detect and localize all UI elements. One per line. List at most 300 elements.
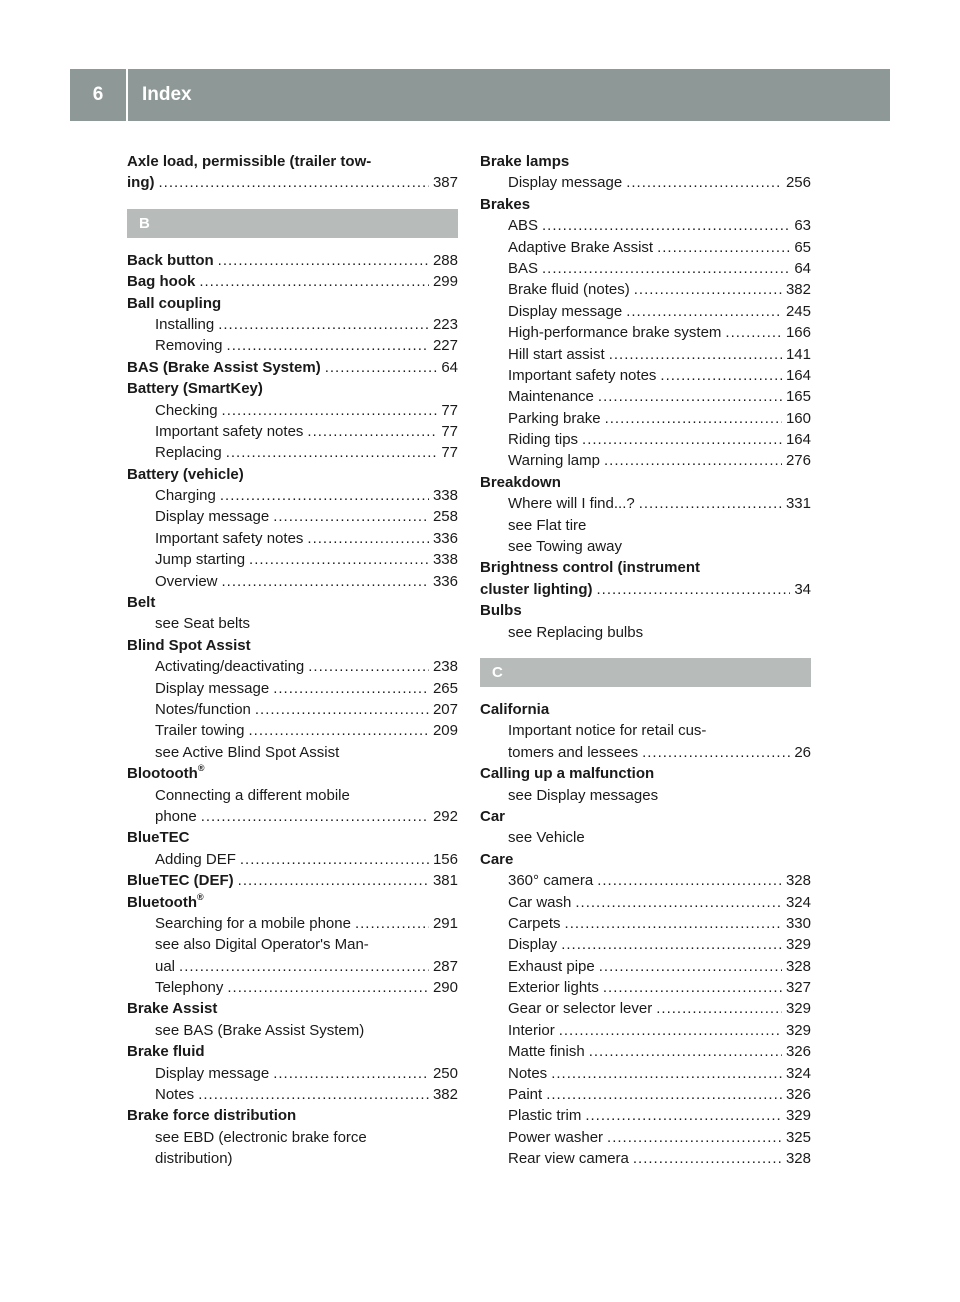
- index-subentry: [480, 1148, 811, 1169]
- dot-leader: [561, 934, 782, 955]
- index-subentry: [127, 1020, 458, 1041]
- dot-leader: [273, 1063, 429, 1084]
- entry-text: Blind Spot Assist: [127, 636, 251, 654]
- page-reference: 328: [785, 1150, 811, 1168]
- entry-text: Replacing: [155, 444, 222, 462]
- index-subentry: [480, 742, 811, 763]
- entry-text: Display message: [155, 679, 270, 697]
- entry-text: Display message: [155, 508, 270, 526]
- page-reference: 324: [785, 893, 811, 911]
- index-subentry: [480, 1105, 811, 1126]
- index-subentry: [127, 1084, 458, 1105]
- index-subentry: [127, 742, 458, 763]
- entry-text: see Seat belts: [155, 615, 251, 633]
- page-reference: 250: [432, 1064, 458, 1082]
- index-subentry: [480, 515, 811, 536]
- entry-text: Brake fluid (notes): [508, 281, 630, 299]
- header-divider: [126, 69, 128, 121]
- entry-text: Overview: [155, 572, 218, 590]
- index-subentry: [480, 1041, 811, 1062]
- entry-text: Parking brake: [508, 409, 601, 427]
- index-entry: [480, 472, 811, 493]
- entry-text: Bulbs: [480, 602, 522, 620]
- page-reference: 258: [432, 508, 458, 526]
- entry-text: ual: [155, 957, 176, 975]
- index-subentry: [127, 977, 458, 998]
- index-entry: [127, 635, 458, 656]
- entry-text: Back button: [127, 251, 214, 269]
- page-reference: 326: [785, 1086, 811, 1104]
- dot-leader: [546, 1084, 782, 1105]
- entry-text: Power washer: [508, 1128, 604, 1146]
- index-column-left: [127, 151, 458, 1170]
- index-subentry: [480, 956, 811, 977]
- dot-leader: [198, 1084, 429, 1105]
- entry-text: Important notice for retail cus-: [508, 722, 707, 740]
- page-reference: 331: [785, 495, 811, 513]
- index-entry: [127, 870, 458, 891]
- page-reference: 327: [785, 979, 811, 997]
- index-entry: [127, 271, 458, 292]
- entry-text: 360° camera: [508, 872, 594, 890]
- index-entry: [480, 194, 811, 215]
- entry-text: Exterior lights: [508, 979, 599, 997]
- page-reference: 382: [785, 281, 811, 299]
- index-subentry: [127, 442, 458, 463]
- entry-text: Charging: [155, 487, 216, 505]
- index-subentry: [127, 314, 458, 335]
- entry-text: Checking: [155, 401, 218, 419]
- entry-text: see also Digital Operator's Man-: [155, 936, 369, 954]
- index-subentry: [480, 1084, 811, 1105]
- dot-leader: [222, 571, 429, 592]
- index-entry: [480, 699, 811, 720]
- index-subentry: [480, 172, 811, 193]
- index-subentry: [127, 849, 458, 870]
- dot-leader: [559, 1020, 782, 1041]
- entry-text: see Flat tire: [508, 516, 587, 534]
- entry-text: Adaptive Brake Assist: [508, 238, 654, 256]
- entry-text: Important safety notes: [508, 366, 657, 384]
- page-reference: 329: [785, 1021, 811, 1039]
- dot-leader: [218, 314, 429, 335]
- dot-leader: [226, 442, 438, 463]
- entry-text: tomers and lessees: [508, 743, 639, 761]
- page-reference: 336: [432, 572, 458, 590]
- index-subentry: [127, 720, 458, 741]
- index-subentry: [127, 613, 458, 634]
- index-subentry: [480, 301, 811, 322]
- dot-leader: [542, 215, 790, 236]
- index-entry: [127, 998, 458, 1019]
- page-reference: 164: [785, 366, 811, 384]
- index-subentry: [480, 913, 811, 934]
- page-number: 6: [92, 84, 104, 105]
- dot-leader: [657, 237, 790, 258]
- index-subentry: [480, 279, 811, 300]
- page-reference: 336: [432, 529, 458, 547]
- dot-leader: [603, 977, 782, 998]
- entry-text: Gear or selector lever: [508, 1000, 653, 1018]
- page-reference: 328: [785, 957, 811, 975]
- page-reference: 77: [441, 401, 458, 419]
- entry-text: Interior: [508, 1021, 555, 1039]
- entry-text: Brake lamps: [480, 153, 570, 170]
- index-entry: [127, 827, 458, 848]
- index-subentry: [127, 656, 458, 677]
- index-subentry: [127, 1127, 458, 1148]
- dot-leader: [325, 357, 438, 378]
- page-reference: 329: [785, 936, 811, 954]
- entry-text: Brightness control (instrument: [480, 559, 701, 577]
- dot-leader: [222, 400, 438, 421]
- dot-leader: [199, 271, 429, 292]
- entry-text: BAS (Brake Assist System): [127, 358, 321, 376]
- index-subentry: [127, 506, 458, 527]
- page-reference: 382: [432, 1086, 458, 1104]
- index-column-right: [480, 151, 811, 1170]
- page-reference: 329: [785, 1000, 811, 1018]
- index-subentry: [127, 806, 458, 827]
- entry-text: distribution): [155, 1150, 233, 1168]
- entry-text: Searching for a mobile phone: [155, 914, 351, 932]
- entry-text: Trailer towing: [155, 722, 245, 740]
- entry-text: BlueTEC (DEF): [127, 872, 234, 890]
- page-reference: 265: [432, 679, 458, 697]
- page-reference: 330: [785, 914, 811, 932]
- index-entry: [127, 763, 458, 784]
- dot-leader: [179, 956, 429, 977]
- entry-text: Brakes: [480, 195, 531, 213]
- entry-text: Car: [480, 807, 506, 825]
- entry-text: Notes/function: [155, 700, 251, 718]
- section-header-b: B: [127, 209, 458, 238]
- dot-leader: [582, 429, 782, 450]
- dot-leader: [565, 913, 782, 934]
- dot-leader: [607, 1127, 782, 1148]
- index-entry: [480, 151, 811, 172]
- dot-leader: [307, 528, 429, 549]
- page-reference: 292: [432, 807, 458, 825]
- entry-text: Important safety notes: [155, 529, 304, 547]
- index-entry: [480, 763, 811, 784]
- dot-leader: [227, 977, 429, 998]
- index-subentry: [127, 335, 458, 356]
- index-subentry: [480, 1063, 811, 1084]
- entry-text: Notes: [508, 1064, 548, 1082]
- entry-text: Bluetooth®: [127, 891, 204, 911]
- section-header-c: C: [480, 658, 811, 687]
- entry-text: Car wash: [508, 893, 572, 911]
- entry-text: see Active Blind Spot Assist: [155, 743, 340, 761]
- index-entry: [127, 172, 458, 193]
- dot-leader: [248, 720, 428, 741]
- page-reference: 164: [785, 431, 811, 449]
- dot-leader: [159, 172, 429, 193]
- dot-leader: [218, 250, 429, 271]
- entry-text: see Display messages: [508, 786, 659, 804]
- entry-text: Exhaust pipe: [508, 957, 595, 975]
- page-reference: 141: [785, 345, 811, 363]
- page-reference: 65: [794, 238, 811, 256]
- entry-text: Brake fluid: [127, 1043, 205, 1061]
- page-title: Index: [142, 84, 192, 105]
- index-entry: [127, 378, 458, 399]
- dot-leader: [273, 678, 429, 699]
- page-reference: 245: [785, 302, 811, 320]
- dot-leader: [609, 344, 782, 365]
- page-reference: 223: [432, 315, 458, 333]
- page-reference: 387: [432, 174, 458, 192]
- entry-text: California: [480, 700, 550, 718]
- index-subentry: [480, 237, 811, 258]
- page-reference: 26: [794, 743, 811, 761]
- dot-leader: [642, 742, 790, 763]
- index-subentry: [127, 699, 458, 720]
- page-reference: 328: [785, 872, 811, 890]
- entry-text: Connecting a different mobile: [155, 786, 350, 804]
- entry-text: Battery (SmartKey): [127, 380, 263, 398]
- index-subentry: [480, 785, 811, 806]
- index-subentry: [127, 421, 458, 442]
- index-entry: [127, 293, 458, 314]
- dot-leader: [255, 699, 429, 720]
- entry-text: see BAS (Brake Assist System): [155, 1021, 365, 1039]
- index-subentry: [480, 450, 811, 471]
- index-entry: [480, 557, 811, 578]
- dot-leader: [725, 322, 782, 343]
- index-subentry: [480, 1020, 811, 1041]
- dot-leader: [355, 913, 429, 934]
- index-subentry: [480, 934, 811, 955]
- index-entry: [127, 357, 458, 378]
- index-subentry: [127, 913, 458, 934]
- index-subentry: [127, 549, 458, 570]
- entry-text: Calling up a malfunction: [480, 765, 655, 783]
- dot-leader: [633, 1148, 782, 1169]
- dot-leader: [599, 956, 782, 977]
- index-entry: [127, 1041, 458, 1062]
- registered-mark: ®: [196, 891, 204, 902]
- index-subentry: [127, 571, 458, 592]
- entry-text: Battery (vehicle): [127, 465, 244, 483]
- index-subentry: [480, 1127, 811, 1148]
- dot-leader: [542, 258, 790, 279]
- page-reference: 291: [432, 914, 458, 932]
- entry-text: Warning lamp: [508, 452, 600, 470]
- page-reference: 256: [785, 174, 811, 192]
- dot-leader: [626, 172, 782, 193]
- entry-text: Installing: [155, 315, 215, 333]
- index-entry: [480, 806, 811, 827]
- entry-text: ABS: [508, 217, 539, 235]
- index-subentry: [480, 344, 811, 365]
- entry-text: Carpets: [508, 914, 561, 932]
- page-header: [70, 69, 890, 121]
- dot-leader: [605, 408, 782, 429]
- index-subentry: [480, 720, 811, 741]
- index-subentry: [127, 1148, 458, 1169]
- entry-text: ing): [127, 174, 155, 192]
- index-subentry: [480, 408, 811, 429]
- page-reference: 64: [441, 358, 458, 376]
- page-reference: 238: [432, 658, 458, 676]
- index-subentry: [480, 365, 811, 386]
- index-entry: [127, 250, 458, 271]
- dot-leader: [604, 450, 782, 471]
- entry-text: cluster lighting): [480, 580, 593, 598]
- dot-leader: [273, 506, 429, 527]
- dot-leader: [575, 892, 782, 913]
- entry-text: phone: [155, 807, 197, 825]
- dot-leader: [249, 549, 429, 570]
- dot-leader: [626, 301, 782, 322]
- index-subentry: [127, 1063, 458, 1084]
- page-reference: 329: [785, 1107, 811, 1125]
- entry-text: Removing: [155, 337, 223, 355]
- page-reference: 326: [785, 1043, 811, 1061]
- index-subentry: [480, 386, 811, 407]
- entry-text: Bag hook: [127, 273, 196, 291]
- dot-leader: [597, 870, 782, 891]
- dot-leader: [589, 1041, 782, 1062]
- index-subentry: [127, 528, 458, 549]
- index-entry: [480, 579, 811, 600]
- entry-text: Adding DEF: [155, 850, 236, 868]
- index-subentry: [127, 485, 458, 506]
- entry-text: Telephony: [155, 979, 224, 997]
- page-reference: 156: [432, 850, 458, 868]
- index-subentry: [127, 400, 458, 421]
- index-subentry: [480, 215, 811, 236]
- index-entry: [127, 592, 458, 613]
- index-subentry: [480, 493, 811, 514]
- page-reference: 288: [432, 251, 458, 269]
- entry-text: Rear view camera: [508, 1150, 629, 1168]
- index-subentry: [480, 536, 811, 557]
- entry-text: Important safety notes: [155, 422, 304, 440]
- entry-text: Where will I find...?: [508, 495, 635, 513]
- entry-text: Maintenance: [508, 388, 594, 406]
- entry-text: Display message: [155, 1064, 270, 1082]
- index-subentry: [480, 429, 811, 450]
- entry-text: Display message: [508, 302, 623, 320]
- entry-text: Ball coupling: [127, 294, 222, 312]
- page-reference: 338: [432, 487, 458, 505]
- dot-leader: [639, 493, 782, 514]
- index-entry: [480, 849, 811, 870]
- index-entry: [127, 892, 458, 913]
- entry-text: Matte finish: [508, 1043, 585, 1061]
- page-reference: 77: [441, 422, 458, 440]
- page-reference: 165: [785, 388, 811, 406]
- entry-text: Belt: [127, 594, 156, 612]
- entry-text: BAS: [508, 259, 539, 277]
- dot-leader: [307, 421, 437, 442]
- dot-leader: [634, 279, 782, 300]
- index-subentry: [480, 827, 811, 848]
- dot-leader: [227, 335, 429, 356]
- index-entry: [480, 600, 811, 621]
- page-reference: 160: [785, 409, 811, 427]
- dot-leader: [660, 365, 782, 386]
- entry-text: Jump starting: [155, 551, 246, 569]
- dot-leader: [656, 998, 782, 1019]
- index-subentry: [480, 977, 811, 998]
- page-reference: 325: [785, 1128, 811, 1146]
- entry-text: Notes: [155, 1086, 195, 1104]
- entry-text: Display: [508, 936, 558, 954]
- dot-leader: [238, 870, 429, 891]
- index-subentry: [480, 998, 811, 1019]
- entry-text: Display message: [508, 174, 623, 192]
- dot-leader: [598, 386, 782, 407]
- entry-text: see Replacing bulbs: [508, 623, 644, 641]
- entry-text: Paint: [508, 1086, 543, 1104]
- dot-leader: [240, 849, 429, 870]
- index-entry: [127, 151, 458, 172]
- entry-text: see Vehicle: [508, 829, 585, 847]
- entry-text: Breakdown: [480, 473, 561, 491]
- page-reference: 324: [785, 1064, 811, 1082]
- entry-text: Riding tips: [508, 431, 579, 449]
- entry-text: BlueTEC: [127, 829, 190, 847]
- entry-text: Plastic trim: [508, 1107, 582, 1125]
- index-subentry: [480, 870, 811, 891]
- entry-text: Axle load, permissible (trailer tow-: [127, 153, 372, 170]
- page-reference: 338: [432, 551, 458, 569]
- page-reference: 227: [432, 337, 458, 355]
- dot-leader: [220, 485, 429, 506]
- index-subentry: [480, 258, 811, 279]
- entry-text: Brake force distribution: [127, 1107, 297, 1125]
- entry-text: Brake Assist: [127, 1000, 218, 1018]
- index-subentry: [480, 322, 811, 343]
- dot-leader: [597, 579, 791, 600]
- index-entry: [127, 464, 458, 485]
- index-subentry: [127, 785, 458, 806]
- entry-text: Hill start assist: [508, 345, 605, 363]
- entry-text: see EBD (electronic brake force: [155, 1128, 367, 1146]
- dot-leader: [201, 806, 429, 827]
- index-subentry: [127, 956, 458, 977]
- index-entry: [127, 1105, 458, 1126]
- dot-leader: [585, 1105, 782, 1126]
- page-reference: 276: [785, 452, 811, 470]
- page-reference: 63: [794, 217, 811, 235]
- page-reference: 207: [432, 700, 458, 718]
- page-reference: 290: [432, 979, 458, 997]
- index-subentry: [127, 934, 458, 955]
- page-reference: 299: [432, 273, 458, 291]
- entry-text: Activating/deactivating: [155, 658, 305, 676]
- dot-leader: [308, 656, 429, 677]
- page-reference: 64: [794, 259, 811, 277]
- page-reference: 77: [441, 444, 458, 462]
- index-subentry: [127, 678, 458, 699]
- entry-text: Care: [480, 850, 514, 868]
- entry-text: see Towing away: [508, 538, 622, 556]
- dot-leader: [551, 1063, 782, 1084]
- index-subentry: [480, 622, 811, 643]
- page-reference: 287: [432, 957, 458, 975]
- page-reference: 209: [432, 722, 458, 740]
- page-reference: 34: [794, 580, 811, 598]
- registered-mark: ®: [197, 763, 205, 774]
- index-subentry: [480, 892, 811, 913]
- entry-text: High-performance brake system: [508, 324, 722, 342]
- entry-text: Blootooth®: [127, 763, 205, 783]
